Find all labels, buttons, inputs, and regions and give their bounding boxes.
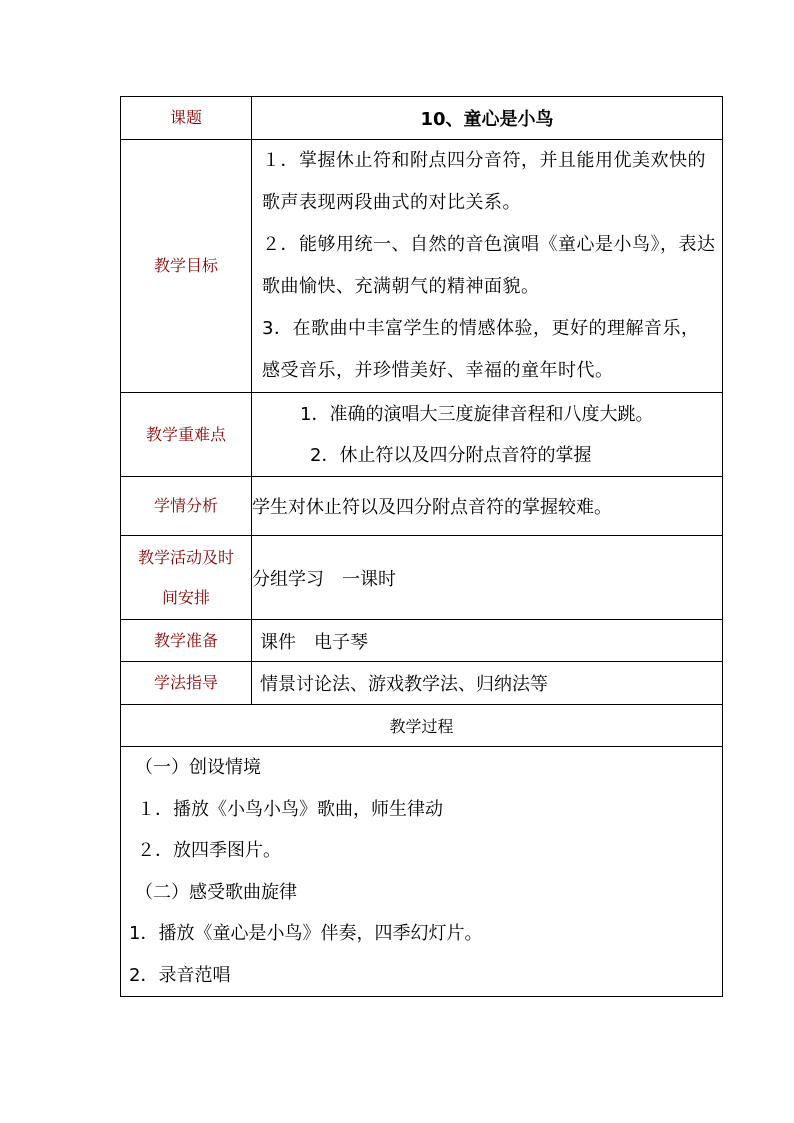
topic-row bbox=[121, 97, 723, 140]
process-content bbox=[121, 747, 723, 997]
process-item: ２．放四季图片。 bbox=[137, 840, 281, 861]
preparation-content: 课件 电子琴 bbox=[252, 620, 723, 662]
preparation-row bbox=[121, 620, 723, 662]
methods-label: 学法指导 bbox=[121, 662, 252, 705]
topic-label: 课题 bbox=[121, 97, 252, 140]
process-row bbox=[121, 747, 723, 997]
methods-row bbox=[121, 662, 723, 705]
preparation-label: 教学准备 bbox=[121, 620, 252, 662]
process-item: １．播放《小鸟小鸟》歌曲，师生律动 bbox=[137, 798, 443, 820]
activities-content: 分组学习 一课时 bbox=[252, 536, 723, 620]
key-point-item: 1．准确的演唱大三度旋律音程和八度大跳。 bbox=[300, 403, 654, 425]
objective-item: １．掌握休止符和附点四分音符，并且能用优美欢快的歌声表现两段曲式的对比关系。 bbox=[262, 150, 706, 213]
activities-row bbox=[121, 536, 723, 620]
key-points-row bbox=[121, 393, 723, 477]
lesson-title: 10、童心是小鸟 bbox=[252, 97, 723, 140]
analysis-label: 学情分析 bbox=[121, 477, 252, 536]
objectives-row bbox=[121, 140, 723, 393]
process-item: 1．播放《童心是小鸟》伴奏，四季幻灯片。 bbox=[129, 923, 483, 944]
process-item: 2．录音范唱 bbox=[129, 964, 231, 986]
analysis-content: 学生对休止符以及四分附点音符的掌握较难。 bbox=[252, 477, 723, 536]
process-item: （一）创设情境 bbox=[135, 757, 261, 778]
process-heading: 教学过程 bbox=[121, 705, 723, 747]
objectives-content bbox=[252, 140, 723, 393]
process-item: （二）感受歌曲旋律 bbox=[135, 881, 297, 903]
process-heading-row bbox=[121, 705, 723, 747]
key-points-content bbox=[252, 393, 723, 477]
key-points-label: 教学重难点 bbox=[121, 393, 252, 477]
activities-label bbox=[121, 536, 252, 620]
methods-content: 情景讨论法、游戏教学法、归纳法等 bbox=[252, 662, 723, 705]
objective-item: ２．能够用统一、自然的音色演唱《童心是小鸟》，表达歌曲愉快、充满朝气的精神面貌。 bbox=[262, 234, 716, 297]
objectives-label: 教学目标 bbox=[121, 140, 252, 393]
analysis-row bbox=[121, 477, 723, 536]
activities-label-line: 教学活动及时 bbox=[137, 547, 234, 567]
lesson-plan-table bbox=[120, 96, 723, 997]
activities-label-line: 间安排 bbox=[161, 587, 210, 607]
key-point-item: 2．休止符以及四分附点音符的掌握 bbox=[310, 444, 592, 466]
objective-item: 3．在歌曲中丰富学生的情感体验，更好的理解音乐，感受音乐，并珍惜美好、幸福的童年时代。 bbox=[262, 318, 700, 381]
